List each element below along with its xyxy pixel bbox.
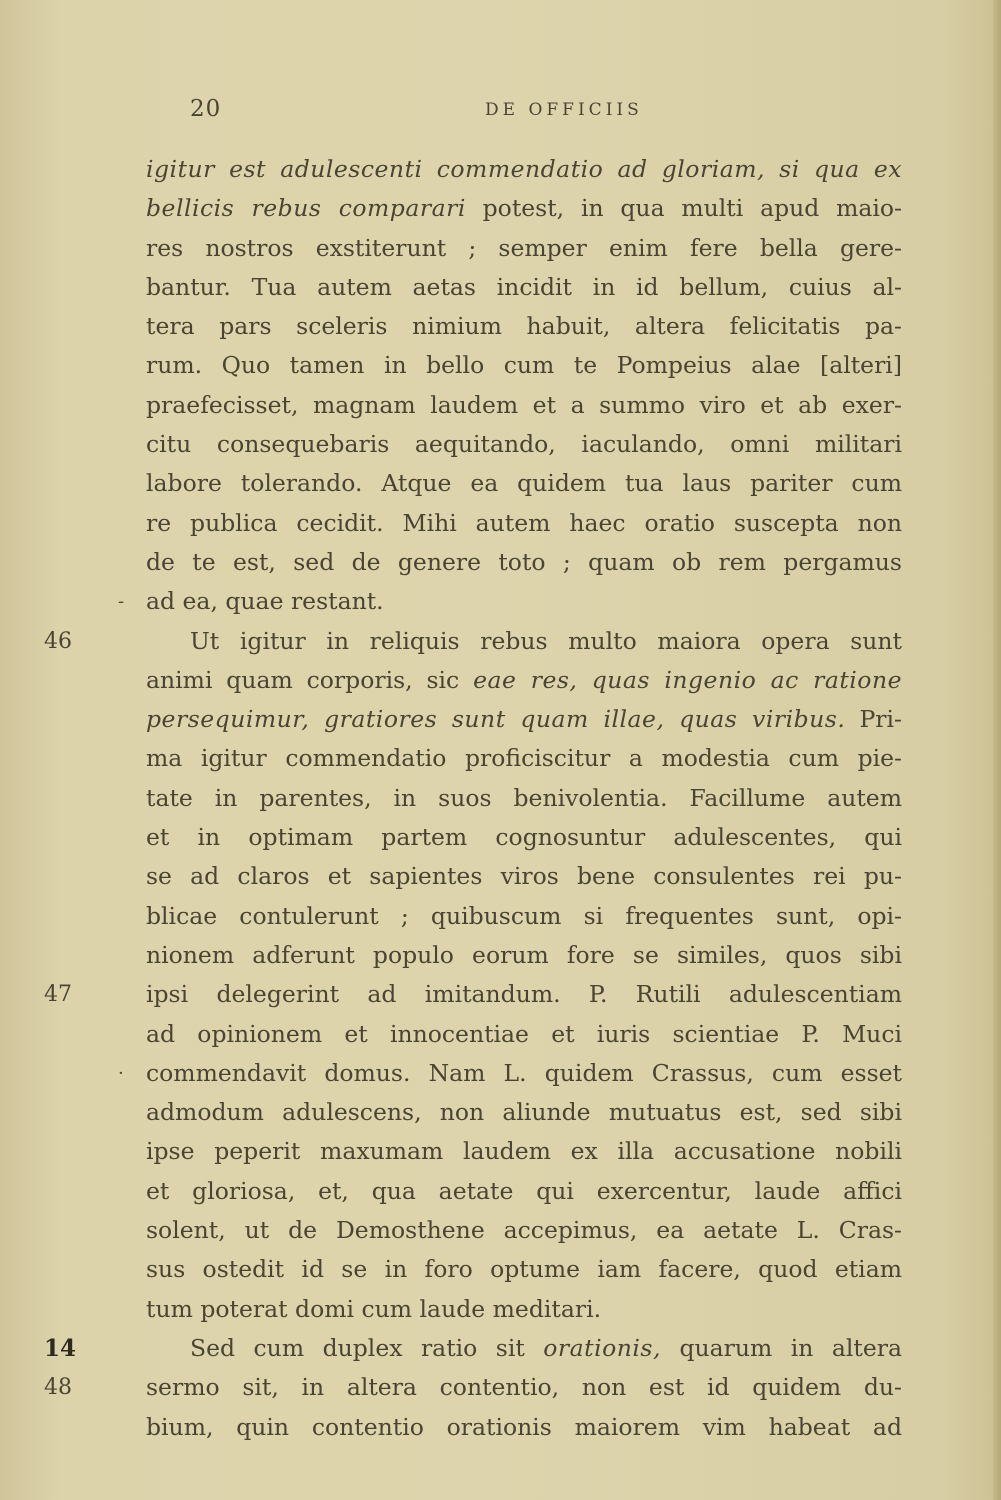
text-line: rum. Quo tamen in bello cum te Pompeius alae [alteri] (146, 351, 902, 380)
section-number: 46 (44, 628, 72, 654)
text-line: re publica cecidit. Mihi autem haec oratio suscepta non (146, 508, 902, 537)
italic-text: persequimur, gratiores sunt quam illae, quas viribus. (146, 705, 846, 734)
text-line (146, 700, 902, 739)
text-line: se ad claros et sapientes viros bene consulentes rei pu- (146, 862, 902, 891)
text-line (146, 150, 902, 189)
text-span: Pri- (845, 705, 902, 734)
text-line (44, 1368, 902, 1407)
text-body (44, 150, 903, 1447)
text-line (146, 661, 902, 700)
text-line: labore tolerando. Atque ea quidem tua laus pariter cum (146, 469, 902, 498)
text-line: praefecisset, magnam laudem et a summo viro et ab exer- (146, 390, 902, 419)
margin-tick: · (118, 1062, 124, 1084)
text-line: nionem adferunt populo eorum fore se similes, quos sibi (146, 940, 902, 969)
text-line (146, 189, 902, 228)
italic-text: bellicis rebus comparari (146, 194, 466, 223)
text-span: animi quam corporis, sic (146, 665, 474, 694)
italic-text: eae res, quas ingenio ac ratione (473, 665, 902, 694)
text-span: potest, in qua multi apud maio- (465, 194, 902, 223)
italic-text: igitur est adulescenti commendatio ad gloriam, si qua ex (146, 155, 902, 183)
text-line: et gloriosa, et, qua aetate qui exercentur, laude affici (146, 1176, 902, 1205)
text-line: tera pars sceleris nimium habuit, altera felicitatis pa- (146, 312, 902, 341)
page-number: 20 (190, 96, 222, 122)
text-span: quarum in altera (660, 1333, 903, 1362)
section-number: 47 (44, 982, 72, 1008)
page-edge (993, 0, 1001, 1500)
page-header (190, 96, 650, 126)
text-line: ipse peperit maxumam laudem ex illa accusatione nobili (146, 1137, 902, 1166)
text-line (44, 1329, 903, 1368)
text-line (44, 622, 902, 661)
text-line: bium, quin contentio orationis maiorem vim habeat ad (146, 1412, 902, 1441)
text-line (118, 582, 902, 621)
italic-text: orationis, (543, 1333, 661, 1362)
text-line: tum poterat domi cum laude meditari. (146, 1294, 602, 1323)
text-line (44, 975, 902, 1014)
text-span: sermo sit, in altera contentio, non est id quidem du- (146, 1373, 902, 1402)
text-span: Sed cum duplex ratio sit (190, 1333, 544, 1362)
text-span: Ut igitur in reliquis rebus multo maiora opera sunt (190, 626, 902, 655)
text-line: solent, ut de Demosthene accepimus, ea aetate L. Cras- (146, 1216, 902, 1245)
text-span: ipsi delegerint ad imitandum. P. Rutili adulescentiam (146, 980, 902, 1009)
text-line: admodum adulescens, non aliunde mutuatus est, sed sibi (146, 1098, 902, 1127)
margin-tick: - (118, 591, 125, 613)
text-line (118, 1054, 902, 1093)
text-line: citu consequebaris aequitando, iaculando, omni militari (146, 430, 902, 459)
text-line: blicae contulerunt ; quibuscum si frequentes sunt, opi- (146, 901, 902, 930)
text-line: bantur. Tua autem aetas incidit in id bellum, cuius al- (146, 272, 902, 301)
text-line: et in optimam partem cognosuntur adulescentes, qui (146, 823, 902, 852)
text-line: de te est, sed de genere toto ; quam ob rem pergamus (146, 547, 902, 576)
section-number: 48 (44, 1375, 72, 1401)
text-span: commendavit domus. Nam L. quidem Crassus, cum esset (146, 1058, 902, 1087)
text-line: sus ostedit id se in foro optume iam facere, quod etiam (146, 1255, 902, 1284)
text-line: res nostros exstiterunt ; semper enim fere bella gere- (146, 233, 902, 262)
text-line: ad opinionem et innocentiae et iuris scientiae P. Muci (146, 1019, 902, 1048)
chapter-number: 14 (44, 1334, 77, 1362)
text-line: ma igitur commendatio proficiscitur a modestia cum pie- (146, 744, 902, 773)
text-span: ad ea, quae restant. (146, 587, 384, 616)
text-line: tate in parentes, in suos benivolentia. Facillume autem (146, 783, 902, 812)
running-title: DE OFFICIIS (485, 100, 643, 120)
